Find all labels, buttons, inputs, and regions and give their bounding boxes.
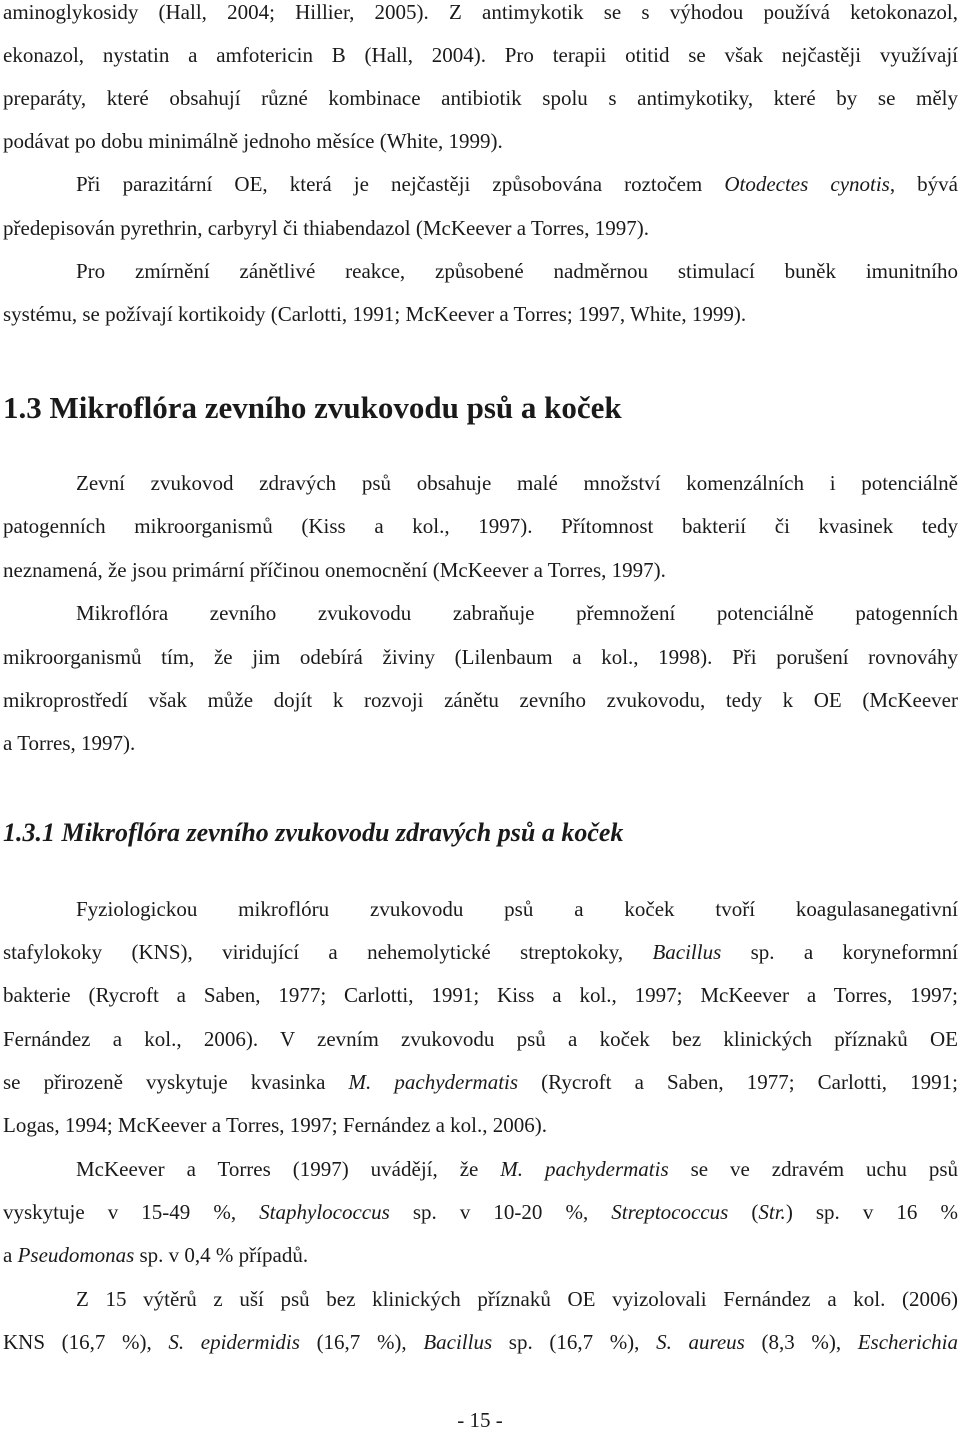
text-segment: Fyziologickou mikroflóru zvukovodu psů a koček tvoří koagulasanegativní xyxy=(76,897,958,921)
text-line xyxy=(76,599,958,627)
text-segment: podávat po dobu minimálně jednoho měsíce (White, 1999). xyxy=(3,129,503,153)
text-line xyxy=(3,512,958,540)
text-line xyxy=(76,1285,958,1313)
text-segment: vyskytuje v 15-49 %, xyxy=(3,1200,260,1224)
text-line xyxy=(3,1111,958,1139)
text-segment: mikroorganismů tím, že jim odebírá živiny (Lilenbaum a kol., 1998). Při porušení rovnováhy xyxy=(3,645,958,669)
italic-term: Otodectes cynotis xyxy=(724,172,890,196)
text-line xyxy=(76,257,958,285)
text-line xyxy=(3,981,958,1009)
text-segment: (16,7 %), xyxy=(299,1330,424,1354)
text-segment: (Rycroft a Saben, 1977; Carlotti, 1991; xyxy=(518,1070,958,1094)
italic-term: Pseudomonas xyxy=(17,1243,135,1267)
text-segment: sp. v 10-20 %, xyxy=(389,1200,612,1224)
text-line xyxy=(3,938,958,966)
italic-term: Str. xyxy=(758,1200,786,1224)
text-segment: ) sp. v 16 % xyxy=(785,1200,958,1224)
text-segment: se přirozeně vyskytuje kvasinka xyxy=(3,1070,349,1094)
text-segment: neznamená, že jsou primární příčinou onemocnění (McKeever a Torres, 1997). xyxy=(3,558,666,582)
text-segment: ekonazol, nystatin a amfotericin B (Hall, 2004). Pro terapii otitid se však nejčastěji využívají xyxy=(3,43,958,67)
text-segment: Logas, 1994; McKeever a Torres, 1997; Fernández a kol., 2006). xyxy=(3,1113,547,1137)
text-segment: a xyxy=(3,1243,18,1267)
text-line xyxy=(3,214,958,242)
text-line xyxy=(3,556,958,584)
section-heading: 1.3 Mikroflóra zevního zvukovodu psů a koček xyxy=(3,390,622,425)
italic-term: S. aureus xyxy=(656,1330,745,1354)
text-line xyxy=(3,1241,958,1269)
text-segment: Při parazitární OE, která je nejčastěji způsobována roztočem xyxy=(76,172,725,196)
text-line xyxy=(3,729,958,757)
subsection-heading: 1.3.1 Mikroflóra zevního zvukovodu zdravých psů a koček xyxy=(3,818,624,847)
text-line xyxy=(3,0,958,26)
text-line xyxy=(76,170,958,198)
text-segment: preparáty, které obsahují různé kombinace antibiotik spolu s antimykotiky, které by se měly xyxy=(3,86,958,110)
text-segment: Pro zmírnění zánětlivé reakce, způsobené nadměrnou stimulací buněk imunitního xyxy=(76,259,958,283)
text-line xyxy=(76,895,958,923)
text-line xyxy=(3,1068,958,1096)
text-line xyxy=(3,643,958,671)
text-line xyxy=(76,469,958,497)
text-line xyxy=(3,1025,958,1053)
text-segment: stafylokoky (KNS), viridující a nehemolytické streptokoky, xyxy=(3,940,653,964)
text-segment: , bývá xyxy=(889,172,959,196)
italic-term: Bacillus xyxy=(652,940,722,964)
text-line xyxy=(3,300,958,328)
text-segment: systému, se požívají kortikoidy (Carlotti, 1991; McKeever a Torres; 1997, White, 1999). xyxy=(3,302,747,326)
text-segment: aminoglykosidy (Hall, 2004; Hillier, 2005). Z antimykotik se s výhodou používá ketokonazol, xyxy=(3,0,958,24)
text-segment: McKeever a Torres (1997) uvádějí, že xyxy=(76,1157,501,1181)
text-segment: patogenních mikroorganismů (Kiss a kol., 1997). Přítomnost bakterií či kvasinek tedy xyxy=(3,514,958,538)
italic-term: M. pachydermatis xyxy=(348,1070,519,1094)
text-segment: sp. (16,7 %), xyxy=(492,1330,657,1354)
page-number: - 15 - xyxy=(457,1408,503,1432)
text-segment: (8,3 %), xyxy=(744,1330,858,1354)
text-segment: sp. v 0,4 % případů. xyxy=(134,1243,309,1267)
text-line xyxy=(3,686,958,714)
text-segment: a Torres, 1997). xyxy=(3,731,136,755)
text-segment: se ve zdravém uchu psů xyxy=(668,1157,958,1181)
italic-term: Streptococcus xyxy=(611,1200,729,1224)
text-line xyxy=(3,41,958,69)
text-segment: bakterie (Rycroft a Saben, 1977; Carlotti, 1991; Kiss a kol., 1997; McKeever a Torres, 1997; xyxy=(3,983,958,1007)
text-line xyxy=(76,1155,958,1183)
text-segment: mikroprostředí však může dojít k rozvoji zánětu zevního zvukovodu, tedy k OE (McKeever xyxy=(3,688,958,712)
text-line xyxy=(3,127,958,155)
text-segment: Fernández a kol., 2006). V zevním zvukovodu psů a koček bez klinických příznaků OE xyxy=(3,1027,958,1051)
text-segment: Mikroflóra zevního zvukovodu zabraňuje přemnožení potenciálně patogenních xyxy=(76,601,958,625)
text-segment: předepisován pyrethrin, carbyryl či thiabendazol (McKeever a Torres, 1997). xyxy=(3,216,649,240)
text-line xyxy=(3,1198,958,1226)
text-segment: ( xyxy=(728,1200,759,1224)
text-line xyxy=(3,1328,958,1356)
text-segment: Z 15 výtěrů z uší psů bez klinických příznaků OE vyizolovali Fernández a kol. (2006) xyxy=(76,1287,958,1311)
text-segment: sp. a koryneformní xyxy=(721,940,959,964)
italic-term: Bacillus xyxy=(423,1330,493,1354)
text-segment: Zevní zvukovod zdravých psů obsahuje malé množství komenzálních i potenciálně xyxy=(76,471,958,495)
text-line xyxy=(3,84,958,112)
text-segment: KNS (16,7 %), xyxy=(3,1330,169,1354)
italic-term: M. pachydermatis xyxy=(500,1157,669,1181)
italic-term: Staphylococcus xyxy=(259,1200,390,1224)
italic-term: Escherichia xyxy=(857,1330,959,1354)
italic-term: S. epidermidis xyxy=(168,1330,300,1354)
